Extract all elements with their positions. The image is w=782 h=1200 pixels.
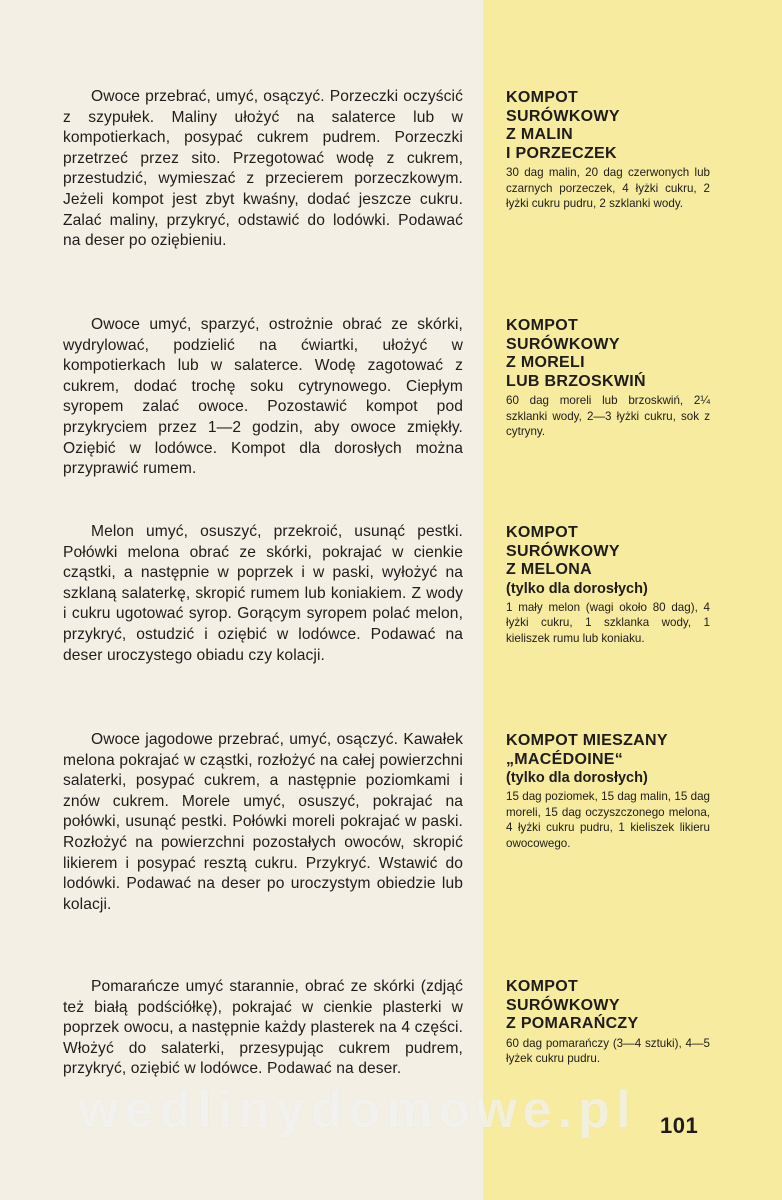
recipe-header [506,89,710,212]
recipe-instructions: Owoce umyć, sparzyć, ostrożnie obrać ze skórki, wydrylować, podzielić na ćwiartki, ułożyć w kompotierkach lub w salaterce. Wodę zagotować z cukrem, dodać trochę soku cytrynowego. Ciepłym syropem zalać owoce. Pozostawić kompot pod przykryciem przez 1—2 godzin, aby owoce zmiękły. Oziębić w lodówce. Kompot dla dorosłych można przyprawić rumem. [63,316,463,478]
recipe-subtitle: (tylko dla dorosłych) [506,770,648,786]
recipe-header [506,732,710,851]
recipe-title: KOMPOT SURÓWKOWY Z MORELI LUB BRZOSKWIŃ [506,317,646,390]
recipe-ingredients: 60 dag pomarańczy (3—4 sztuki), 4—5 łyżek cukru pudru. [506,1036,710,1065]
recipe-ingredients: 1 mały melon (wagi około 80 dag), 4 łyżki cukru, 1 szklanka wody, 1 kieliszek rumu lub koniaku. [506,600,710,645]
recipe-instructions: Owoce jagodowe przebrać, umyć, osączyć. Kawałek melona pokrajać w cząstki, rozłożyć na całej powierzchni salaterki, posypać cukrem, a następnie poziomkami i znów cukrem. Morele umyć, osuszyć, pokrajać na połówki, usunąć pestki. Połówki moreli pokrajać w paski. Rozłożyć na powierzchni pozostałych owoców, skropić likierem i posypać resztą cukru. Przykryć. Wstawić do lodówki. Podawać na deser po uroczystym obiedzie lub kolacji. [63,731,463,913]
recipe-instructions: Melon umyć, osuszyć, przekroić, usunąć pestki. Połówki melona obrać ze skórki, pokrajać w cienkie cząstki, a następnie w poprzek i w paski, wyłożyć na szklaną salaterkę, skropić rumem lub koniakiem. Z wody i cukru ugotować syrop. Gorącym syropem polać melon, przykryć, ostudzić i oziębić w lodówce. Podawać na deser uroczystego obiadu czy kolacji. [63,523,463,664]
recipe-instructions: Owoce przebrać, umyć, osączyć. Porzeczki oczyścić z szypułek. Maliny ułożyć na salaterce lub w kompotierkach, posypać cukrem pudrem. Porzeczki przetrzeć przez sito. Przegotować wodę z cukrem, przestudzić, wymieszać z przecierem porzeczkowym. Jeżeli kompot jest zbyt kwaśny, dodać jeszcze cukru. Zalać maliny, przykryć, odstawić do lodówki. Podawać na deser po oziębieniu. [63,88,463,250]
watermark: wedlinydomowe.pl [78,1081,637,1139]
recipe-instructions: Pomarańcze umyć starannie, obrać ze skórki (zdjąć też białą podściółkę), pokrajać w cienkie plasterki w poprzek owocu, a następnie każdy plasterek na 4 części. Włożyć do salaterki, przesypując cukrem pudrem, przykryć, oziębić w lodówce. Podawać na deser. [63,978,463,1078]
recipe-title: KOMPOT MIESZANY „MACÉDOINE“ [506,732,668,768]
recipe-title: KOMPOT SURÓWKOWY Z MELONA [506,524,620,578]
recipe-ingredients: 30 dag malin, 20 dag czerwonych lub czarnych porzeczek, 4 łyżki cukru, 2 łyżki cukru pudru, 2 szklanki wody. [506,166,710,210]
recipe-header [506,978,710,1067]
recipe-header [506,524,710,646]
recipe-ingredients: 15 dag poziomek, 15 dag malin, 15 dag moreli, 15 dag oczyszczonego melona, 4 łyżki cukru pudru, 1 kieliszek likieru owocowego. [506,790,710,850]
page-number: 101 [660,1113,699,1138]
recipe-subtitle: (tylko dla dorosłych) [506,580,648,597]
recipe-ingredients: 60 dag moreli lub brzoskwiń, 2¼ szklanki wody, 2—3 łyżki cukru, sok z cytryny. [506,394,710,438]
recipe-title: KOMPOT SURÓWKOWY Z MALIN I PORZECZEK [506,89,620,162]
recipe-title: KOMPOT SURÓWKOWY Z POMARAŃCZY [506,978,639,1032]
recipe-header [506,317,710,440]
